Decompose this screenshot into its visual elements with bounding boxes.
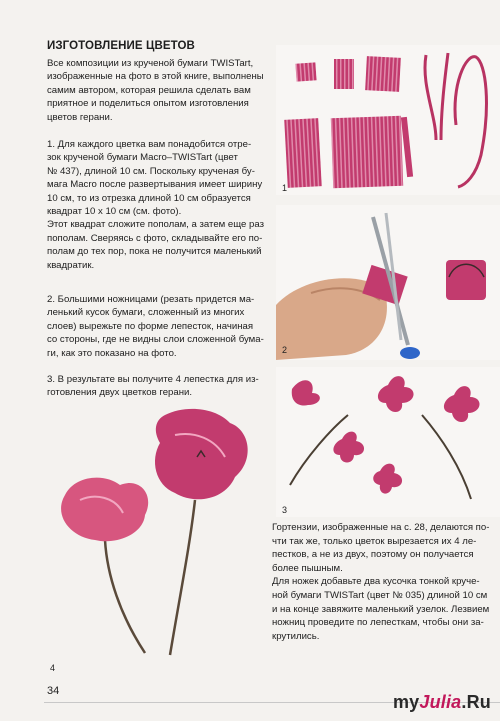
step-1-paragraph: 1. Для каждого цветка вам понадобится отре- зок крученой бумаги Macro–TWISTart (цвет № 437), длиной 10 см. Поскольку крученая бу- мага Macro после развертывания имеет ширину 10 см, то из отрезка длиной 10 см образуется квадрат 10 х 10 см (см. фото). Этот квадрат сложите пополам, а затем еще раз пополам. Сверяясь с фото, складывайте его по- полам до тех пор, пока не получится маленький квадратик. (47, 139, 265, 271)
hydrangea-note-paragraph: Гортензии, изображенные на с. 28, делаются по- чти так же, только цветок вырезается их 4 ле- пестков, а не из двух, поэтому он получается более пышным. Для ножек добавьте два кусочка тонкой круче- ной бумаги TWISTart (цвет № 035) длиной 10 см и на конце завяжите маленький узелок. Лезвием ножниц проведите по лепесткам, чтобы они за- крутились. (272, 522, 490, 642)
watermark-brand: Julia (419, 692, 462, 712)
watermark-prefix: my (392, 692, 420, 712)
photo-number-3: 3 (282, 505, 288, 515)
photo-number-4: 4 (50, 663, 56, 673)
page-number: 34 (47, 685, 60, 697)
photo-cutting-with-scissors (276, 205, 500, 360)
paper-pieces-illustration (276, 45, 500, 195)
photo-paper-pieces (276, 45, 500, 195)
petals-illustration (276, 367, 500, 517)
step-3-paragraph: 3. В результате вы получите 4 лепестка для из- готовления двух цветков герани. (47, 374, 259, 399)
photo-cut-petals (276, 367, 500, 517)
watermark-suffix: .Ru (461, 692, 491, 712)
photo-number-2: 2 (282, 345, 288, 355)
site-watermark (393, 692, 491, 713)
finished-geranium-flowers (45, 405, 275, 670)
intro-paragraph: Все композиции из крученой бумаги TWISTart, изображенные на фото в этой книге, выполнены самим автором, которая решила сделать вам приятное и поделиться опытом изготовления цветов герани. (47, 58, 264, 123)
photo-number-1: 1 (282, 183, 288, 193)
step-2-paragraph: 2. Большими ножницами (резать придется ма- ленький кусок бумаги, сложенный из многих слоев) вырежьте по форме лепесток, начиная со стороны, где не видны слои сложенной бума- ги, как это показано на фото. (47, 294, 264, 359)
page-title: ИЗГОТОВЛЕНИЕ ЦВЕТОВ (47, 40, 195, 52)
cutting-illustration (276, 205, 500, 360)
